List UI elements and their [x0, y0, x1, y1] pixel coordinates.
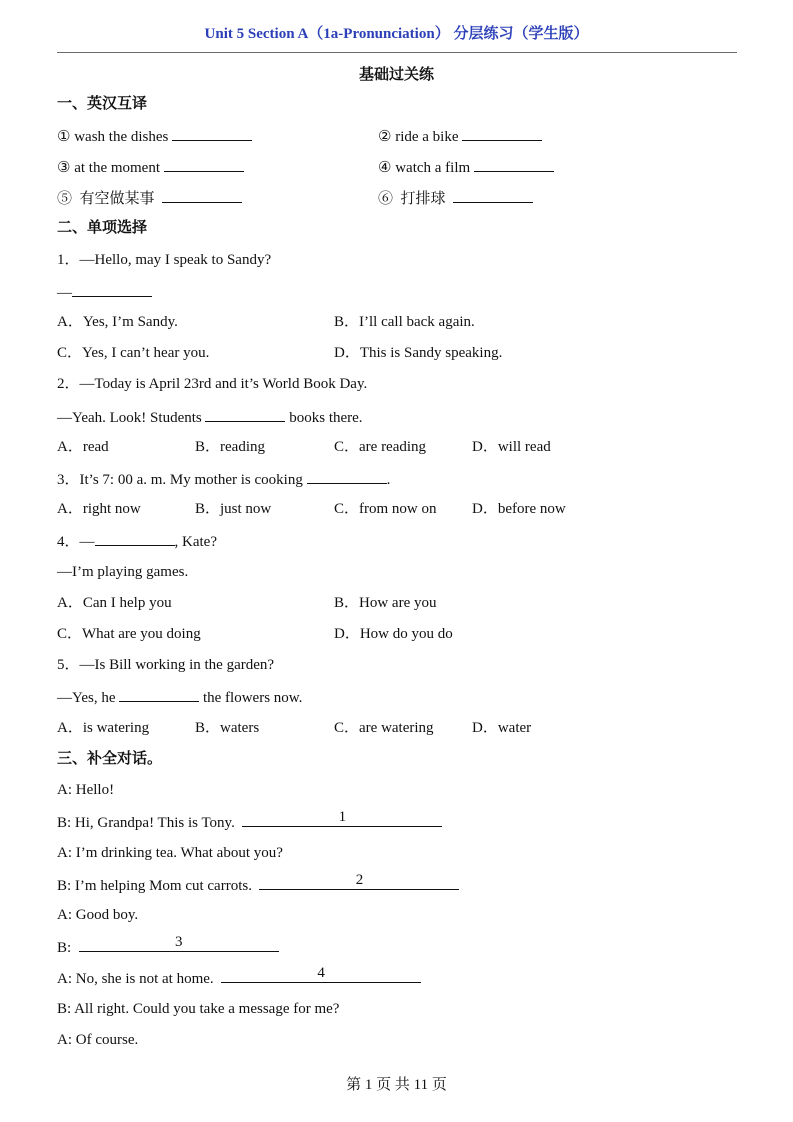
- translation-item: ④ watch a film: [378, 156, 554, 178]
- answer-blank[interactable]: [162, 187, 242, 203]
- section-heading: 一、英汉互译: [57, 96, 148, 112]
- question-stem: 5．—Is Bill working in the garden?: [57, 657, 275, 673]
- page-number: 第 1 页 共 11 页: [346, 1077, 447, 1093]
- translation-item: ③ at the moment: [57, 156, 244, 178]
- option-c[interactable]: C．from now on: [334, 501, 437, 517]
- dialogue-line: B: Hi, Grandpa! This is Tony. 1: [57, 811, 442, 833]
- option-b[interactable]: B．waters: [195, 720, 260, 736]
- option-a[interactable]: A．read: [57, 439, 109, 455]
- translation-item: ② ride a bike: [378, 125, 542, 147]
- option-a[interactable]: A．Can I help you: [57, 595, 172, 611]
- section-heading: 三、补全对话。: [57, 751, 163, 767]
- option-c[interactable]: C．are reading: [334, 439, 427, 455]
- translation-item: ⑤ 有空做某事: [57, 187, 242, 209]
- answer-blank[interactable]: [119, 686, 199, 702]
- option-d[interactable]: D．How do you do: [334, 626, 453, 642]
- dialogue-line: B: 3: [57, 936, 279, 958]
- dialogue-line: A: Of course.: [57, 1032, 139, 1048]
- answer-blank[interactable]: [453, 187, 533, 203]
- answer-blank[interactable]: [307, 468, 387, 484]
- answer-blank[interactable]: [72, 281, 152, 297]
- answer-blank[interactable]: 4: [221, 967, 421, 983]
- answer-blank[interactable]: [205, 406, 285, 422]
- option-d[interactable]: D．will read: [472, 439, 551, 455]
- option-a[interactable]: A．is watering: [57, 720, 150, 736]
- option-a[interactable]: A．right now: [57, 501, 141, 517]
- dialogue-line: A: Hello!: [57, 782, 115, 798]
- translation-item: ⑥ 打排球: [378, 187, 533, 209]
- option-b[interactable]: B．reading: [195, 439, 265, 455]
- option-b[interactable]: B．How are you: [334, 595, 437, 611]
- option-d[interactable]: D．This is Sandy speaking.: [334, 345, 503, 361]
- option-b[interactable]: B．I’ll call back again.: [334, 314, 475, 330]
- header-divider: [57, 52, 737, 53]
- section-heading: 二、单项选择: [57, 220, 148, 236]
- option-a[interactable]: A．Yes, I’m Sandy.: [57, 314, 178, 330]
- dialogue-line: A: Good boy.: [57, 907, 139, 923]
- translation-item: ① wash the dishes: [57, 125, 252, 147]
- answer-blank[interactable]: 2: [259, 874, 459, 890]
- answer-blank[interactable]: 1: [242, 811, 442, 827]
- question-line: —Yes, he the flowers now.: [57, 686, 302, 708]
- question-line: —I’m playing games.: [57, 564, 189, 580]
- document-header: Unit 5 Section A（1a-Pronunciation） 分层练习（学生版）: [204, 26, 589, 42]
- dialogue-line: A: No, she is not at home. 4: [57, 967, 421, 989]
- option-c[interactable]: C．What are you doing: [57, 626, 201, 642]
- dialogue-line: A: I’m drinking tea. What about you?: [57, 845, 283, 861]
- option-b[interactable]: B．just now: [195, 501, 272, 517]
- answer-blank[interactable]: [164, 156, 244, 172]
- option-d[interactable]: D．before now: [472, 501, 566, 517]
- answer-blank[interactable]: 3: [79, 936, 279, 952]
- answer-blank[interactable]: [95, 530, 175, 546]
- option-c[interactable]: C．Yes, I can’t hear you.: [57, 345, 210, 361]
- question-line: —: [57, 281, 152, 303]
- option-d[interactable]: D．water: [472, 720, 532, 736]
- question-line: —Yeah. Look! Students books there.: [57, 406, 363, 428]
- answer-blank[interactable]: [462, 125, 542, 141]
- question-stem: 1．—Hello, may I speak to Sandy?: [57, 252, 272, 268]
- dialogue-line: B: I’m helping Mom cut carrots. 2: [57, 874, 459, 896]
- question-stem: 4．— , Kate?: [57, 530, 217, 552]
- dialogue-line: B: All right. Could you take a message for me?: [57, 1001, 340, 1017]
- question-stem: 3．It’s 7: 00 a. m. My mother is cooking .: [57, 468, 390, 490]
- option-c[interactable]: C．are watering: [334, 720, 434, 736]
- page-title: 基础过关练: [358, 67, 434, 83]
- answer-blank[interactable]: [172, 125, 252, 141]
- question-stem: 2．—Today is April 23rd and it’s World Book Day.: [57, 376, 368, 392]
- answer-blank[interactable]: [474, 156, 554, 172]
